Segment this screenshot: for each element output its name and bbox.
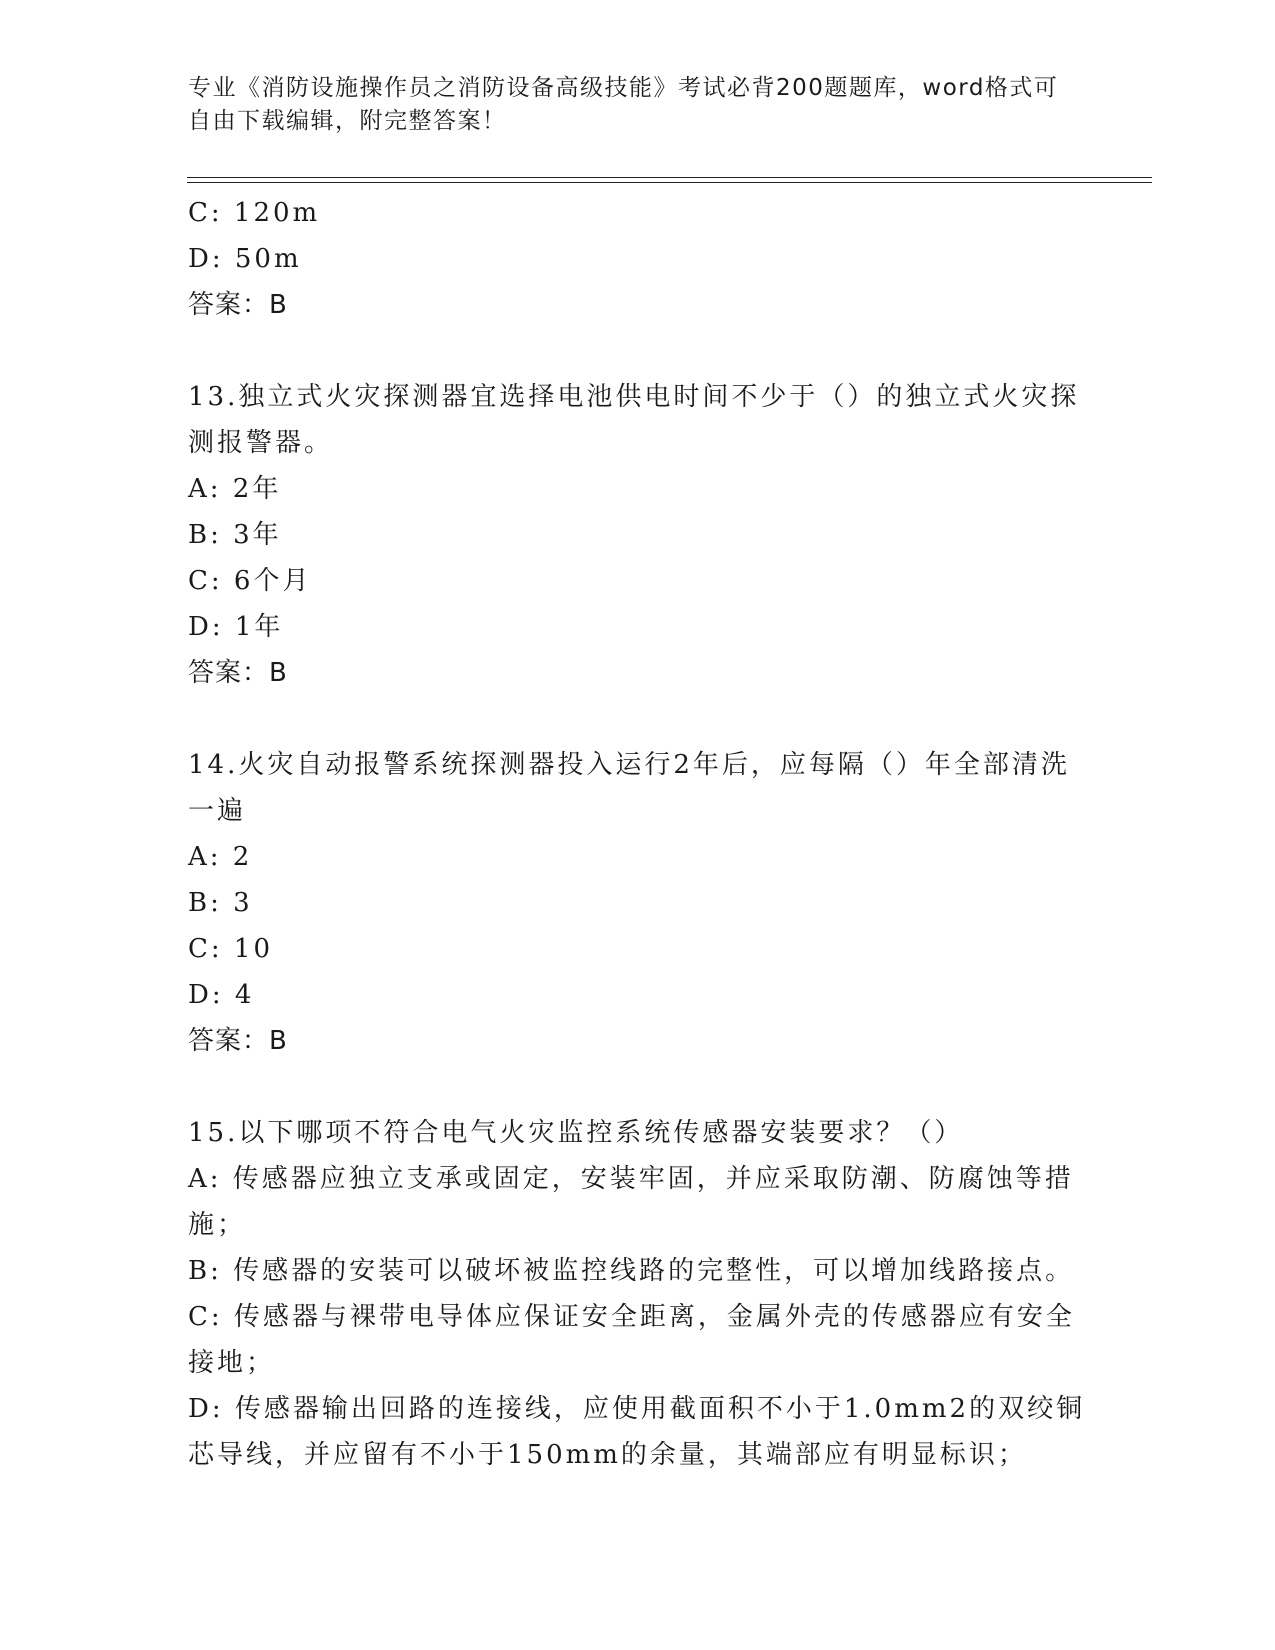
question-13-stem-line-1: 13.独立式火灾探测器宜选择电池供电时间不少于（）的独立式火灾探 — [188, 382, 1080, 412]
answer-line: 答案：B — [188, 290, 288, 320]
question-13-stem-line-2: 测报警器。 — [188, 428, 334, 458]
header-line-1: 专业《消防设施操作员之消防设备高级技能》考试必背200题题库，word格式可 — [188, 75, 1059, 101]
option-c-line-1: C: 传感器与裸带电导体应保证安全距离，金属外壳的传感器应有安全 — [188, 1302, 1075, 1332]
option-a-line-1: A: 传感器应独立支承或固定，安装牢固，并应采取防潮、防腐蚀等措 — [188, 1164, 1074, 1194]
question-14-stem-line-2: 一遍 — [188, 796, 247, 826]
spacer — [188, 696, 1088, 742]
option-d-line-2: 芯导线，并应留有不小于150mm的余量，其端部应有明显标识； — [188, 1440, 1027, 1470]
option-a: A: 2年 — [188, 474, 282, 504]
option-c-line-2: 接地； — [188, 1348, 276, 1378]
document-body — [188, 190, 1088, 1478]
header-rule-top — [187, 177, 1152, 178]
answer-line: 答案：B — [188, 1026, 288, 1056]
spacer — [188, 328, 1088, 374]
option-d: D: 1年 — [188, 612, 284, 642]
option-c: C: 10 — [188, 934, 274, 964]
option-c: C: 120m — [188, 198, 321, 228]
option-d-line-1: D: 传感器输出回路的连接线，应使用截面积不小于1.0mm2的双绞铜 — [188, 1394, 1086, 1424]
option-b: B: 3 — [188, 888, 253, 918]
option-a: A: 2 — [188, 842, 253, 872]
option-d: D: 4 — [188, 980, 255, 1010]
document-header — [188, 72, 1068, 138]
option-c: C: 6个月 — [188, 566, 312, 596]
header-rule-bottom — [187, 182, 1152, 183]
option-b: B: 3年 — [188, 520, 282, 550]
spacer — [188, 1064, 1088, 1110]
header-line-2: 自由下载编辑，附完整答案！ — [188, 108, 507, 134]
question-14-stem-line-1: 14.火灾自动报警系统探测器投入运行2年后，应每隔（）年全部清洗 — [188, 750, 1070, 780]
option-d: D: 50m — [188, 244, 302, 274]
answer-line: 答案：B — [188, 658, 288, 688]
option-a-line-2: 施； — [188, 1210, 247, 1240]
option-b-line-1: B: 传感器的安装可以破坏被监控线路的完整性，可以增加线路接点。 — [188, 1256, 1075, 1286]
question-15-stem: 15.以下哪项不符合电气火灾监控系统传感器安装要求？（） — [188, 1118, 964, 1148]
